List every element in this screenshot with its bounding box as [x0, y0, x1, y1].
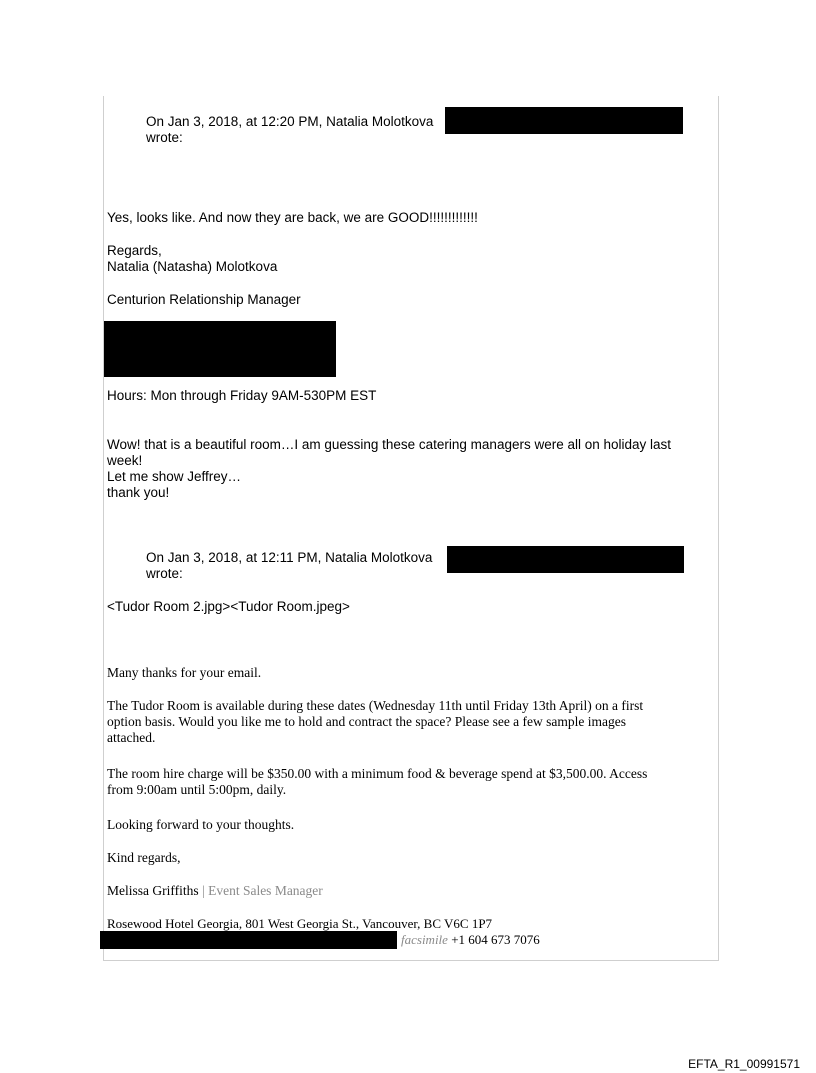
reply2-line: week!	[107, 453, 143, 468]
signature-line	[107, 883, 323, 899]
reply-line: Yes, looks like. And now they are back, we are GOOD!!!!!!!!!!!!!	[107, 210, 478, 225]
redaction-block	[445, 107, 683, 134]
email-paragraph: option basis. Would you like me to hold and contract the space? Please see a few sample images	[107, 714, 627, 729]
fax-line	[401, 933, 540, 947]
email-paragraph: attached.	[107, 730, 156, 745]
sender-title: Centurion Relationship Manager	[107, 292, 301, 307]
quote-wrote-2: wrote:	[146, 566, 183, 581]
redaction-block	[104, 321, 336, 377]
redaction-block	[447, 546, 684, 573]
hours-line: Hours: Mon through Friday 9AM-530PM EST	[107, 388, 377, 403]
regards-line: Regards,	[107, 243, 162, 258]
fax-label: facsimile	[401, 932, 448, 947]
attachments-line: <Tudor Room 2.jpg><Tudor Room.jpeg>	[107, 599, 350, 614]
quote-header-2: On Jan 3, 2018, at 12:11 PM, Natalia Molotkova	[146, 550, 433, 565]
reply2-line: Wow! that is a beautiful room…I am guessing these catering managers were all on holiday last	[107, 437, 672, 452]
email-paragraph: Looking forward to your thoughts.	[107, 817, 295, 832]
email-paragraph: Kind regards,	[107, 850, 181, 865]
reply2-line: thank you!	[107, 485, 170, 500]
email-paragraph: The room hire charge will be $350.00 with a minimum food & beverage spend at $3,500.00. Access	[107, 766, 648, 781]
fax-number: +1 604 673 7076	[447, 932, 540, 947]
signature-title: Event Sales Manager	[208, 883, 323, 898]
quote-wrote-1: wrote:	[146, 130, 183, 145]
redaction-block	[100, 931, 397, 949]
email-paragraph: The Tudor Room is available during these dates (Wednesday 11th until Friday 13th April) on a first	[107, 698, 644, 713]
signature-separator: |	[198, 883, 209, 898]
sender-name: Natalia (Natasha) Molotkova	[107, 259, 278, 274]
hotel-address: Rosewood Hotel Georgia, 801 West Georgia St., Vancouver, BC V6C 1P7	[107, 916, 493, 931]
quote-header-1: On Jan 3, 2018, at 12:20 PM, Natalia Molotkova	[146, 114, 434, 129]
email-paragraph: from 9:00am until 5:00pm, daily.	[107, 782, 287, 797]
email-paragraph: Many thanks for your email.	[107, 665, 262, 680]
signature-name: Melissa Griffiths	[107, 883, 199, 898]
reply2-line: Let me show Jeffrey…	[107, 469, 242, 484]
document-id: EFTA_R1_00991571	[688, 1057, 800, 1071]
